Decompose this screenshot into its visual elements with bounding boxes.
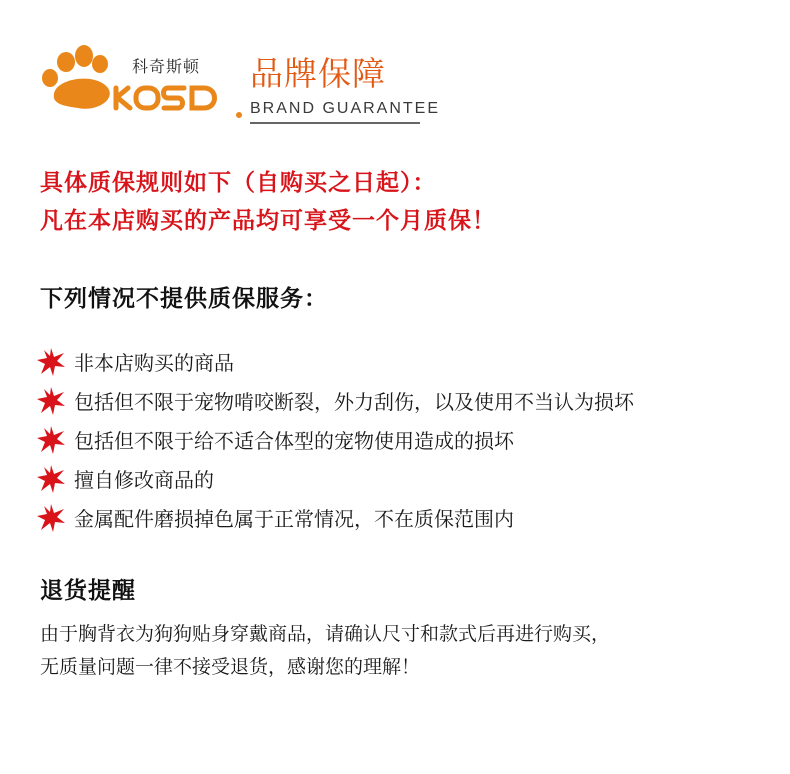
returns-notice (40, 618, 780, 684)
brand-header (0, 0, 790, 140)
exclusions-list (36, 342, 776, 537)
list-item-text: 包括但不限于宠物啃咬断裂，外力刮伤，以及使用不当认为损坏 (74, 390, 634, 414)
red-star-burst-icon (36, 425, 66, 455)
brand-logo (36, 44, 236, 116)
page-subtitle: BRAND GUARANTEE (250, 100, 441, 117)
red-star-burst-icon (36, 347, 66, 377)
list-item (36, 381, 776, 420)
page-title: 品牌保障 (250, 54, 386, 93)
list-item (36, 420, 776, 459)
red-star-burst-icon (36, 386, 66, 416)
red-star-burst-icon (36, 503, 66, 533)
exclusions-heading: 下列情况不提供质保服务： (40, 286, 328, 312)
returns-notice-line: 由于胸背衣为狗狗贴身穿戴商品，请确认尺寸和款式后再进行购买， (40, 623, 611, 645)
list-item (36, 342, 776, 381)
list-item (36, 498, 776, 537)
returns-notice-line: 无质量问题一律不接受退货，感谢您的理解！ (40, 656, 421, 678)
subtitle-underline (250, 122, 420, 124)
red-star-burst-icon (36, 464, 66, 494)
warranty-period-line: 凡在本店购买的产品均可享受一个月质保！ (40, 208, 496, 234)
list-item-text: 擅自修改商品的 (74, 468, 214, 492)
list-item-text: 包括但不限于给不适合体型的宠物使用造成的损坏 (74, 429, 514, 453)
list-item-text: 金属配件磨损掉色属于正常情况，不在质保范围内 (74, 507, 514, 531)
logo-chinese-name: 科奇斯顿 (132, 57, 201, 76)
warranty-rule-line: 具体质保规则如下（自购买之日起）： (40, 170, 437, 196)
list-item (36, 459, 776, 498)
returns-heading: 退货提醒 (40, 578, 136, 604)
list-item-text: 非本店购买的商品 (74, 351, 234, 375)
header-divider-dot (236, 112, 242, 118)
